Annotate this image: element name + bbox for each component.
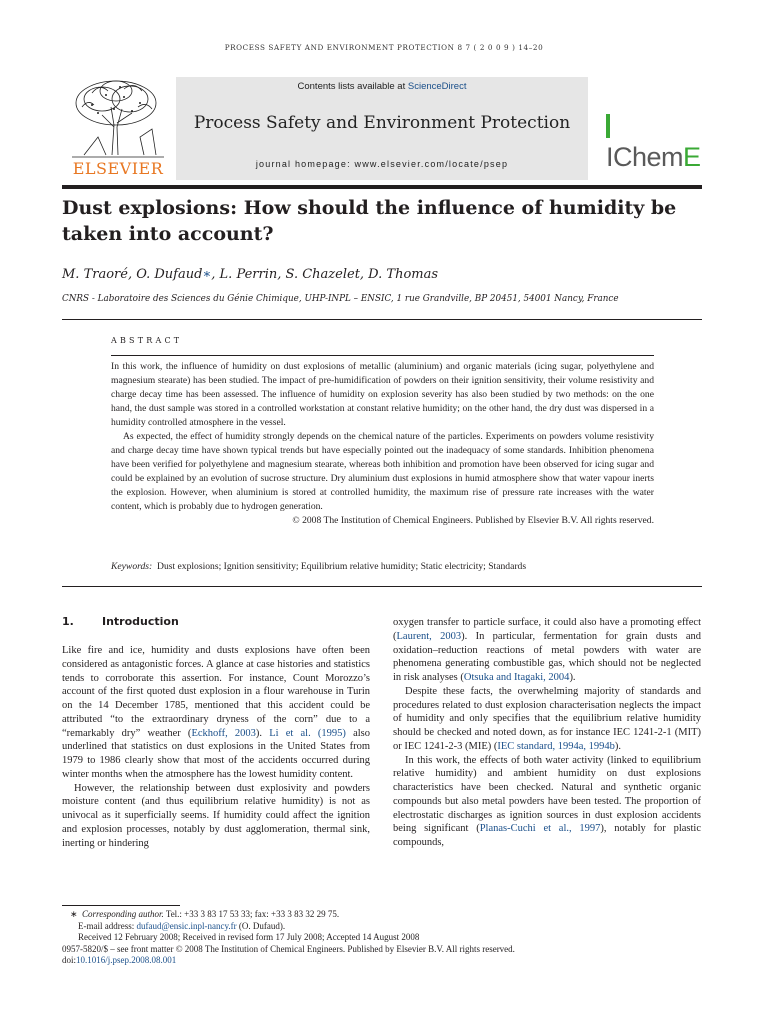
body-text: also underlined that statistics on dust explosions in the United States from 1979 to 1986 clearly show that most of the accidents occurred during winter months when the atmosphere has the lowest humidity content. <box>62 727 371 780</box>
elsevier-wordmark: ELSEVIER <box>72 159 164 178</box>
citation-link[interactable]: Li et al. (1995) <box>269 727 346 739</box>
body-paragraph: However, the relationship between dust explosivity and powders moisture content (and thus equilibrium relative humidity) is not as univocal as it superficially seems. If humidity could affect the ignition and explosion processes, notably by dust agglomeration, thermal sink, inerting or hindering <box>62 782 370 849</box>
keywords-list: Dust explosions; Ignition sensitivity; Equilibrium relative humidity; Static electricity; Standards <box>157 561 527 572</box>
doi-label: doi: <box>62 955 77 965</box>
icheme-text: IChem <box>606 142 684 172</box>
footnote-email <box>62 921 702 933</box>
icheme-e: E <box>683 142 701 172</box>
section-title: Introduction <box>102 615 179 628</box>
abstract-paragraph-2: As expected, the effect of humidity strongly depends on the chemical nature of the particles. Experiments on powders volume resistivity and charge decay time have shown typical trends but have especially pointed out the inadequacy of some standards. Inhibition phenomena have been verified for polyethylene and magnesium stearate, whereas both inhibition and promotion have been observed for icing sugar and could be explained by an evolution of sucrose structure. Dry aluminium dust explosions in humid atmosphere show that water vapour inerts the explosion. However, when aluminium is stored at controlled humidity, the maximum rise of pressure rate increases with the water content, which is probably due to hydrogen generation. <box>111 431 654 512</box>
abstract-heading-rule <box>111 355 654 356</box>
body-text: ). <box>255 727 270 739</box>
body-column-left <box>62 644 370 850</box>
body-text: Despite these facts, the overwhelming majority of standards and procedures related to dust explosion characterisation neglects the impact of humidity and only specifies that the equilibrium relative humidity should be checked and noted down, as for instance IEC 1241-2-1 (MIT) or IEC 1241-2-3 (MIE) ( <box>393 685 701 752</box>
keywords-label: Keywords: <box>111 561 153 572</box>
abstract-body <box>111 360 654 528</box>
body-text: ). <box>569 672 576 683</box>
abstract-bottom-rule <box>62 586 702 587</box>
footnote-corresponding <box>62 909 702 921</box>
journal-banner <box>62 77 702 180</box>
journal-homepage[interactable]: journal homepage: www.elsevier.com/locate/psep <box>255 159 509 169</box>
affiliation: CNRS - Laboratoire des Sciences du Génie Chimique, UHP-INPL – ENSIC, 1 rue Grandville, BP 20451, 54001 Nancy, France <box>62 294 619 304</box>
footnotes <box>62 909 702 967</box>
body-text: ). <box>614 740 622 752</box>
authors-first: M. Traoré, O. Dufaud <box>62 267 203 282</box>
body-text: ). In particular, fermentation for grain dusts and oxidation–reduction reactions of metal powders with water are phenomena generating combustible gas, which should not be neglected in risk analyses ( <box>393 630 701 683</box>
elsevier-tree-icon <box>62 77 174 159</box>
corresponding-author-mark[interactable]: ∗ <box>202 267 212 282</box>
contents-prefix: Contents lists available at <box>297 81 408 92</box>
authors-rest: , L. Perrin, S. Chazelet, D. Thomas <box>211 267 439 282</box>
abstract-heading: ABSTRACT <box>111 336 183 345</box>
email-link[interactable]: dufaud@ensic.inpl-nancy.fr <box>136 920 237 931</box>
body-paragraph <box>393 616 701 685</box>
body-text: In this work, the effects of both water activity (linked to equilibrium relative humidity) and ambient humidity on dust explosions characteristics have been checked. Natural and synthetic organic compounds but also metal powders have been tested. The proportion of electrostatic discharges as ignition sources in dust explosion accidents being significant ( <box>393 754 701 835</box>
doi-link[interactable]: 10.1016/j.psep.2008.08.001 <box>76 955 177 965</box>
section-number: 1. <box>62 615 74 628</box>
body-paragraph <box>393 754 701 850</box>
email-label: E-mail address: <box>78 920 137 931</box>
author-list <box>62 267 438 282</box>
journal-info-box <box>176 77 588 180</box>
citation-link[interactable]: IEC standard, 1994a, 1994b <box>497 740 615 752</box>
elsevier-logo[interactable] <box>62 77 174 180</box>
abstract-top-rule <box>62 319 702 320</box>
body-paragraph <box>393 685 701 754</box>
footnote-mark: ∗ <box>70 909 78 919</box>
header-rule <box>62 185 702 189</box>
footnote-doi <box>62 955 702 967</box>
keywords <box>111 561 654 572</box>
corresponding-phone: Tel.: +33 3 83 17 53 33; fax: +33 3 83 32 29 75. <box>163 909 340 919</box>
running-header: PROCESS SAFETY AND ENVIRONMENT PROTECTION 8 7 ( 2 0 0 9 ) 14–20 <box>224 43 544 52</box>
contents-line <box>176 81 588 92</box>
citation-link[interactable]: Eckhoff, 2003 <box>191 727 256 739</box>
abstract-paragraph-1: In this work, the influence of humidity on dust explosions of metallic (aluminium) and organic materials (icing sugar, polyethylene and magnesium stearate) has been studied. The impact of pre-humidification of powders on their ignition sensitivity, their volume resistivity and charge decay time has been assessed. The influence of humidity on explosion severity has also been studied by two methods: on the one hand, the dust sample was stored in a controlled workstation at constant relative humidity; on the other hand, the dry dust was dispersed in a humidity controlled atmosphere in the vessel. <box>111 361 654 428</box>
footnote-dates: Received 12 February 2008; Received in revised form 17 July 2008; Accepted 14 August 2008 <box>78 932 420 942</box>
body-text: ), notably for plastic compounds, <box>393 823 701 848</box>
icheme-bar-icon <box>606 114 610 138</box>
body-text: oxygen transfer to particle surface, it could also have a promoting effect ( <box>393 617 701 642</box>
citation-link[interactable]: Otsuka and Itagaki, 2004 <box>463 672 570 683</box>
footnote-rule <box>62 905 180 906</box>
journal-title: Process Safety and Environment Protection <box>193 113 571 133</box>
body-column-right <box>393 616 701 850</box>
body-text: Like fire and ice, humidity and dusts explosions have often been considered as antagonistic forces. A glance at case histories and statistics tends to corroborate this assertion. For instance, Count Morozzo’s account of the first quoted dust explosion in a flour warehouse in Turin on the 14 December 1785, mentioned that this accident could be attributed “to the extraordinary dryness of the corn” due to a “remarkably dry” weather ( <box>62 645 370 739</box>
footnote-issn: 0957-5820/$ – see front matter © 2008 The Institution of Chemical Engineers. Published by Elsevier B.V. All rights reserved. <box>62 943 515 954</box>
corresponding-label: Corresponding author. <box>82 909 164 919</box>
email-owner: (O. Dufaud). <box>236 920 286 931</box>
sciencedirect-link[interactable]: ScienceDirect <box>407 81 467 92</box>
article-title: Dust explosions: How should the influence of humidity be taken into account? <box>62 197 677 245</box>
icheme-logo[interactable] <box>606 111 702 173</box>
body-paragraph <box>62 644 370 782</box>
section-heading <box>62 615 179 628</box>
citation-link[interactable]: Planas-Cuchi et al., 1997 <box>479 823 601 835</box>
abstract-copyright: © 2008 The Institution of Chemical Engineers. Published by Elsevier B.V. All rights reserved. <box>292 515 654 526</box>
citation-link[interactable]: Laurent, 2003 <box>396 630 462 642</box>
